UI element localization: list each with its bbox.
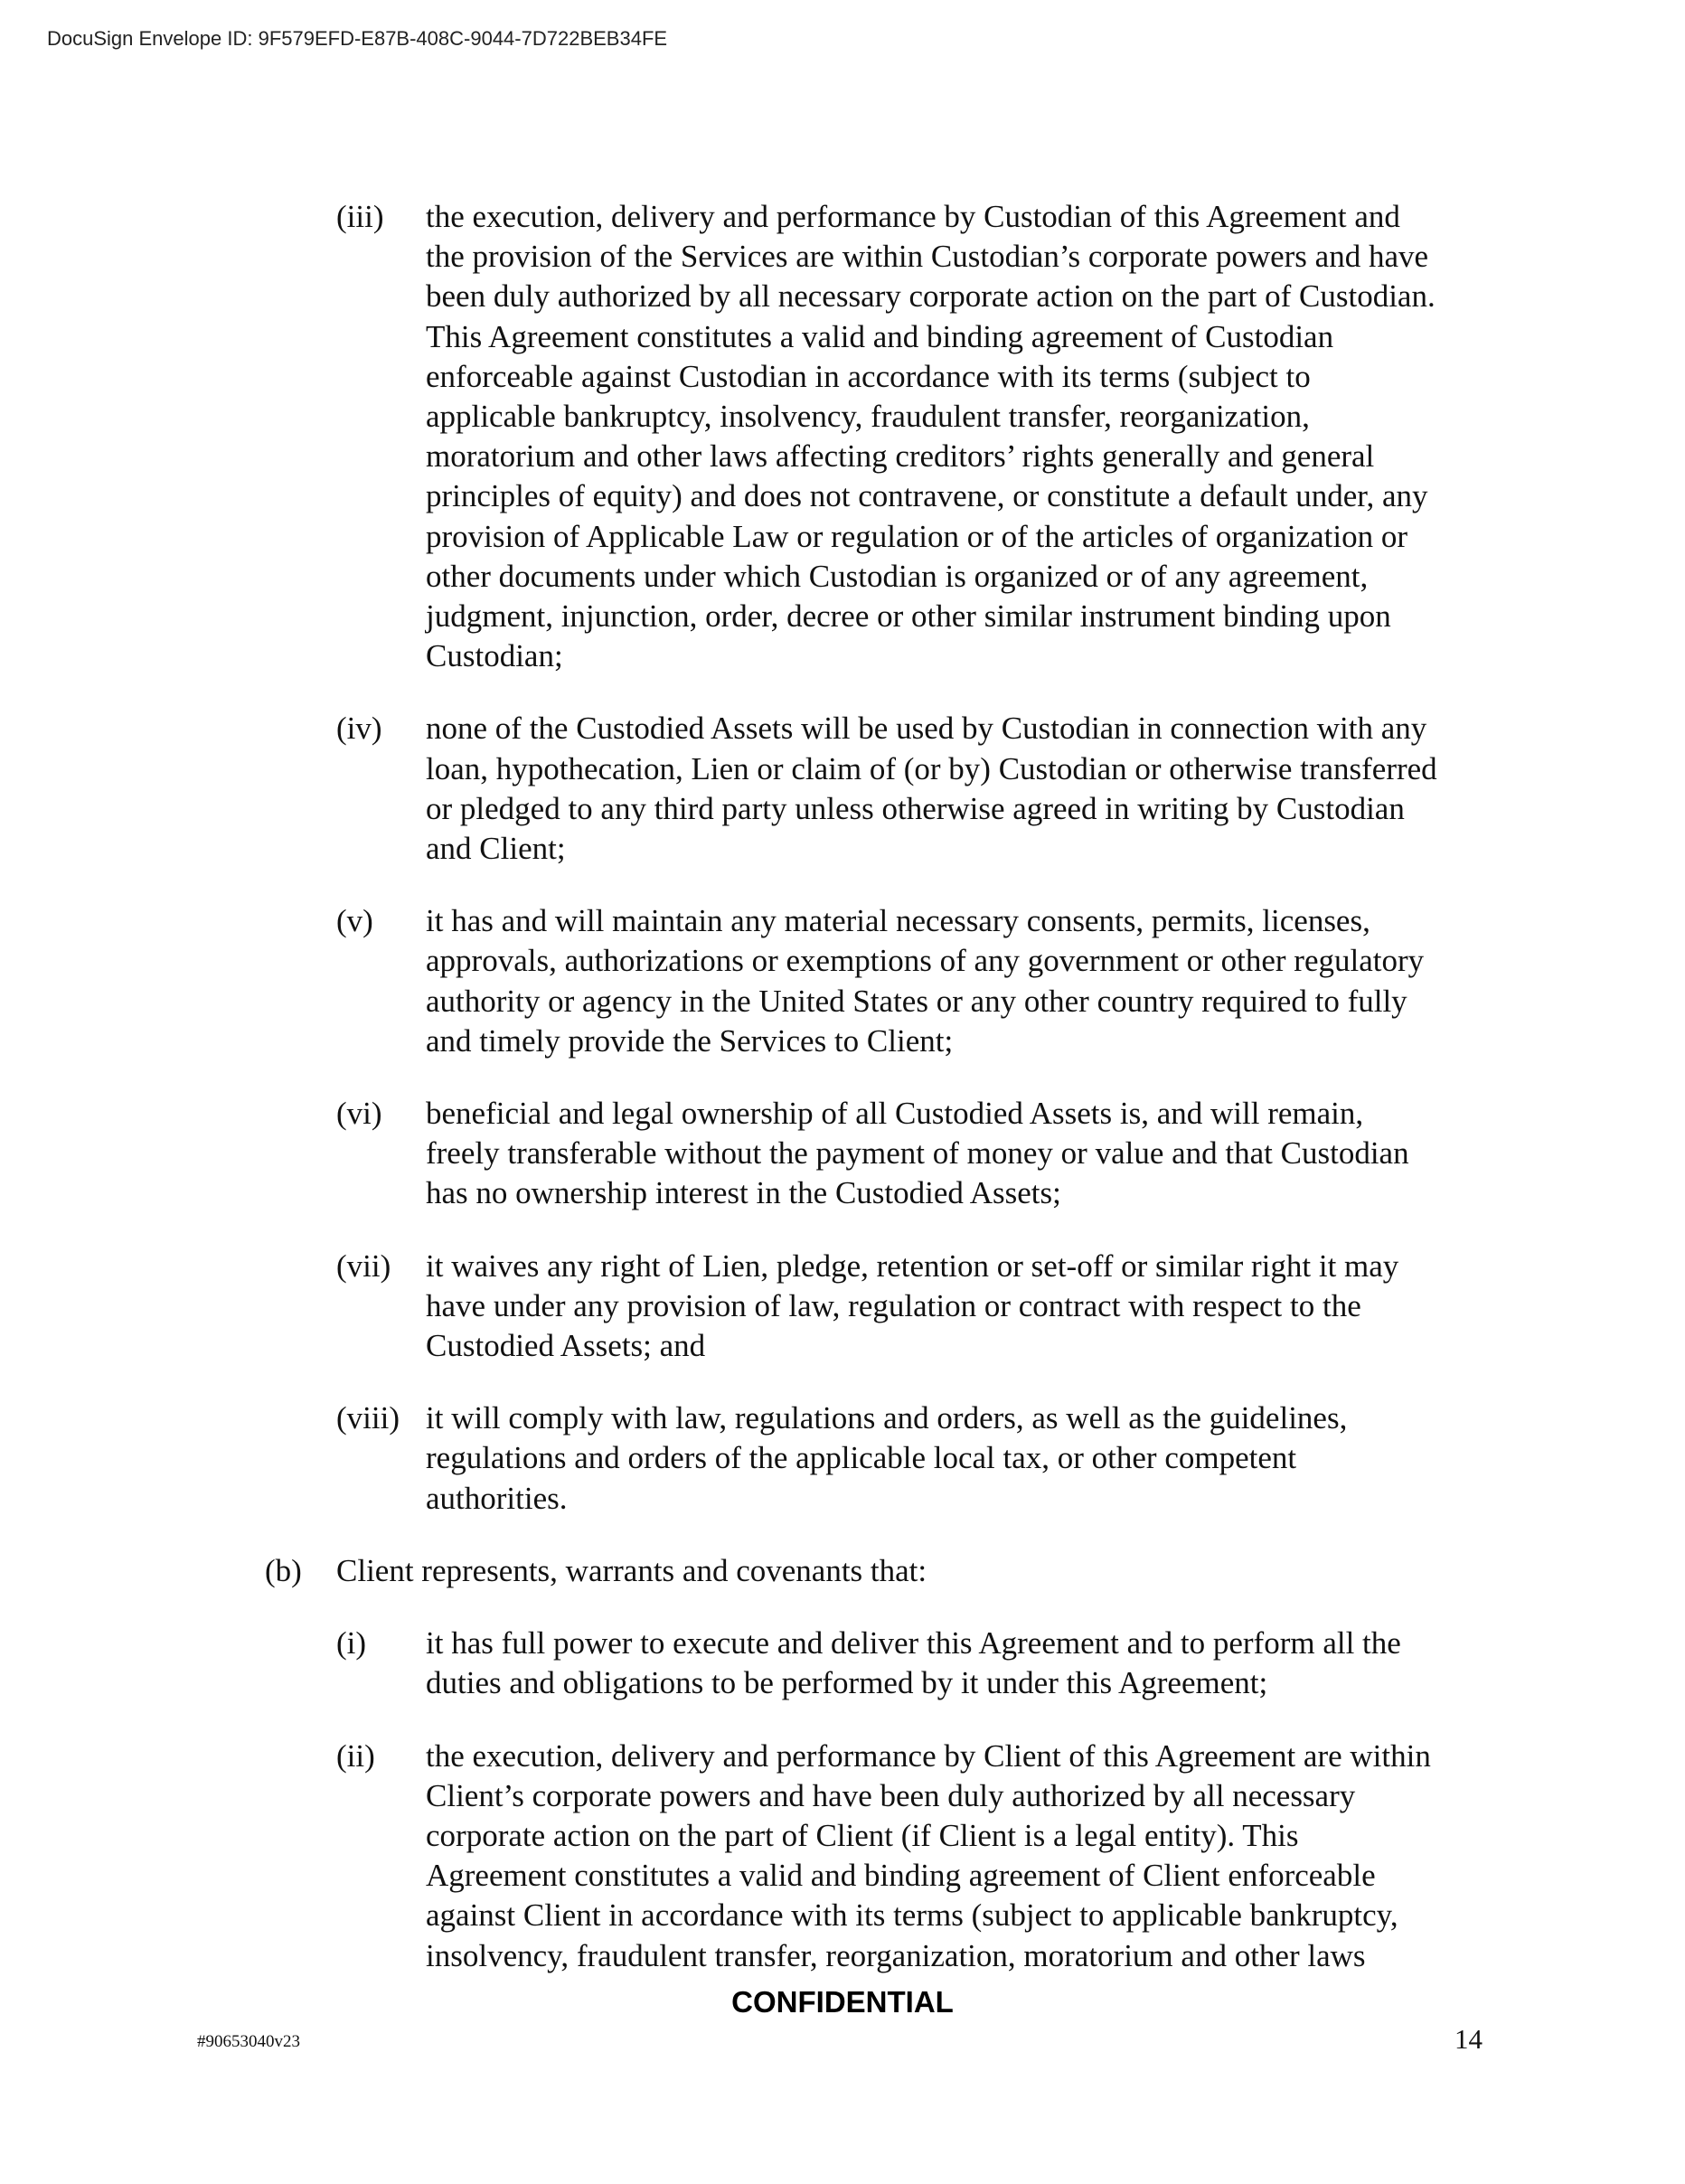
list-item — [0, 1624, 1685, 1703]
item-text — [426, 901, 1511, 1061]
text-line: This Agreement constitutes a valid and binding agreement of Custodian — [426, 318, 1334, 354]
section-b-clause — [0, 1551, 1685, 1591]
document-id: #90653040v23 — [197, 2032, 300, 2051]
text-line: authority or agency in the United States or any other country required to fully — [426, 983, 1407, 1019]
item-marker: (iv) — [336, 711, 382, 747]
text-line: it has and will maintain any material necessary consents, permits, licenses, — [426, 903, 1370, 939]
list-item — [0, 1247, 1685, 1367]
text-line: principles of equity) and does not contravene, or constitute a default under, any — [426, 478, 1428, 514]
text-line: Custodian; — [426, 638, 563, 674]
text-line: has no ownership interest in the Custodied Assets; — [426, 1175, 1061, 1211]
docusign-envelope-id: DocuSign Envelope ID: 9F579EFD-E87B-408C-9044-7D722BEB34FE — [47, 27, 668, 50]
text-line: the execution, delivery and performance by Custodian of this Agreement and — [426, 199, 1400, 234]
text-line: and timely provide the Services to Client; — [426, 1022, 954, 1059]
text-line: have under any provision of law, regulation or contract with respect to the — [426, 1287, 1361, 1323]
text-line: or pledged to any third party unless otherwise agreed in writing by Custodian — [426, 790, 1405, 826]
item-text — [426, 197, 1511, 676]
item-text — [426, 1247, 1511, 1367]
item-text — [426, 1094, 1511, 1214]
text-line: none of the Custodied Assets will be used by Custodian in connection with any — [426, 711, 1427, 747]
text-line: freely transferable without the payment of money or value and that Custodian — [426, 1135, 1409, 1172]
list-item — [0, 901, 1685, 1061]
text-line: judgment, injunction, order, decree or other similar instrument binding upon — [426, 598, 1391, 635]
text-line: been duly authorized by all necessary corporate action on the part of Custodian. — [426, 278, 1436, 315]
text-line: regulations and orders of the applicable local tax, or other competent — [426, 1440, 1297, 1476]
clause-text: Client represents, warrants and covenants that: — [336, 1552, 927, 1588]
text-line: moratorium and other laws affecting creditors’ rights generally and general — [426, 438, 1375, 475]
text-line: duties and obligations to be performed by it under this Agreement; — [426, 1665, 1268, 1701]
text-line: loan, hypothecation, Lien or claim of (or by) Custodian or otherwise transferred — [426, 750, 1437, 786]
item-marker: (vi) — [336, 1096, 382, 1132]
item-marker: (ii) — [336, 1737, 375, 1774]
text-line: authorities. — [426, 1480, 568, 1516]
text-line: other documents under which Custodian is organized or of any agreement, — [426, 558, 1369, 594]
item-text — [426, 1624, 1511, 1703]
text-line: the provision of the Services are within Custodian’s corporate powers and have — [426, 239, 1429, 275]
item-text — [426, 1737, 1511, 1976]
list-item — [0, 1398, 1685, 1519]
page-number: 14 — [1454, 2023, 1483, 2055]
confidential-label: CONFIDENTIAL — [731, 1985, 954, 2019]
item-marker: (v) — [336, 903, 373, 939]
list-item — [0, 197, 1685, 676]
text-line: insolvency, fraudulent transfer, reorganization, moratorium and other laws — [426, 1937, 1366, 1973]
text-line: against Client in accordance with its terms (subject to applicable bankruptcy, — [426, 1897, 1398, 1934]
text-line: it has full power to execute and deliver this Agreement and to perform all the — [426, 1625, 1401, 1662]
text-line: beneficial and legal ownership of all Custodied Assets is, and will remain, — [426, 1096, 1364, 1132]
text-line: Custodied Assets; and — [426, 1328, 706, 1364]
document-body — [0, 197, 1685, 2009]
text-line: provision of Applicable Law or regulation or of the articles of organization or — [426, 518, 1407, 554]
text-line: it waives any right of Lien, pledge, retention or set-off or similar right it may — [426, 1247, 1399, 1284]
list-item — [0, 1094, 1685, 1214]
item-text — [426, 1398, 1511, 1519]
item-marker: (iii) — [336, 199, 384, 234]
list-item — [0, 1737, 1685, 1976]
text-line: the execution, delivery and performance by Client of this Agreement are within — [426, 1737, 1431, 1774]
list-item — [0, 709, 1685, 869]
text-line: enforceable against Custodian in accordance with its terms (subject to — [426, 358, 1311, 394]
text-line: corporate action on the part of Client (if Client is a legal entity). This — [426, 1817, 1299, 1853]
text-line: Client’s corporate powers and have been duly authorized by all necessary — [426, 1777, 1356, 1813]
item-marker: (i) — [336, 1625, 367, 1662]
item-text — [426, 709, 1511, 869]
section-b-list — [0, 1624, 1685, 1976]
item-marker: (vii) — [336, 1247, 391, 1284]
text-line: and Client; — [426, 831, 566, 867]
clause-marker: (b) — [265, 1552, 302, 1588]
text-line: approvals, authorizations or exemptions of any government or other regulatory — [426, 943, 1425, 979]
section-a-list — [0, 197, 1685, 1519]
text-line: it will comply with law, regulations and orders, as well as the guidelines, — [426, 1400, 1348, 1436]
text-line: applicable bankruptcy, insolvency, fraudulent transfer, reorganization, — [426, 399, 1310, 435]
item-marker: (viii) — [336, 1400, 400, 1436]
text-line: Agreement constitutes a valid and binding agreement of Client enforceable — [426, 1858, 1376, 1894]
